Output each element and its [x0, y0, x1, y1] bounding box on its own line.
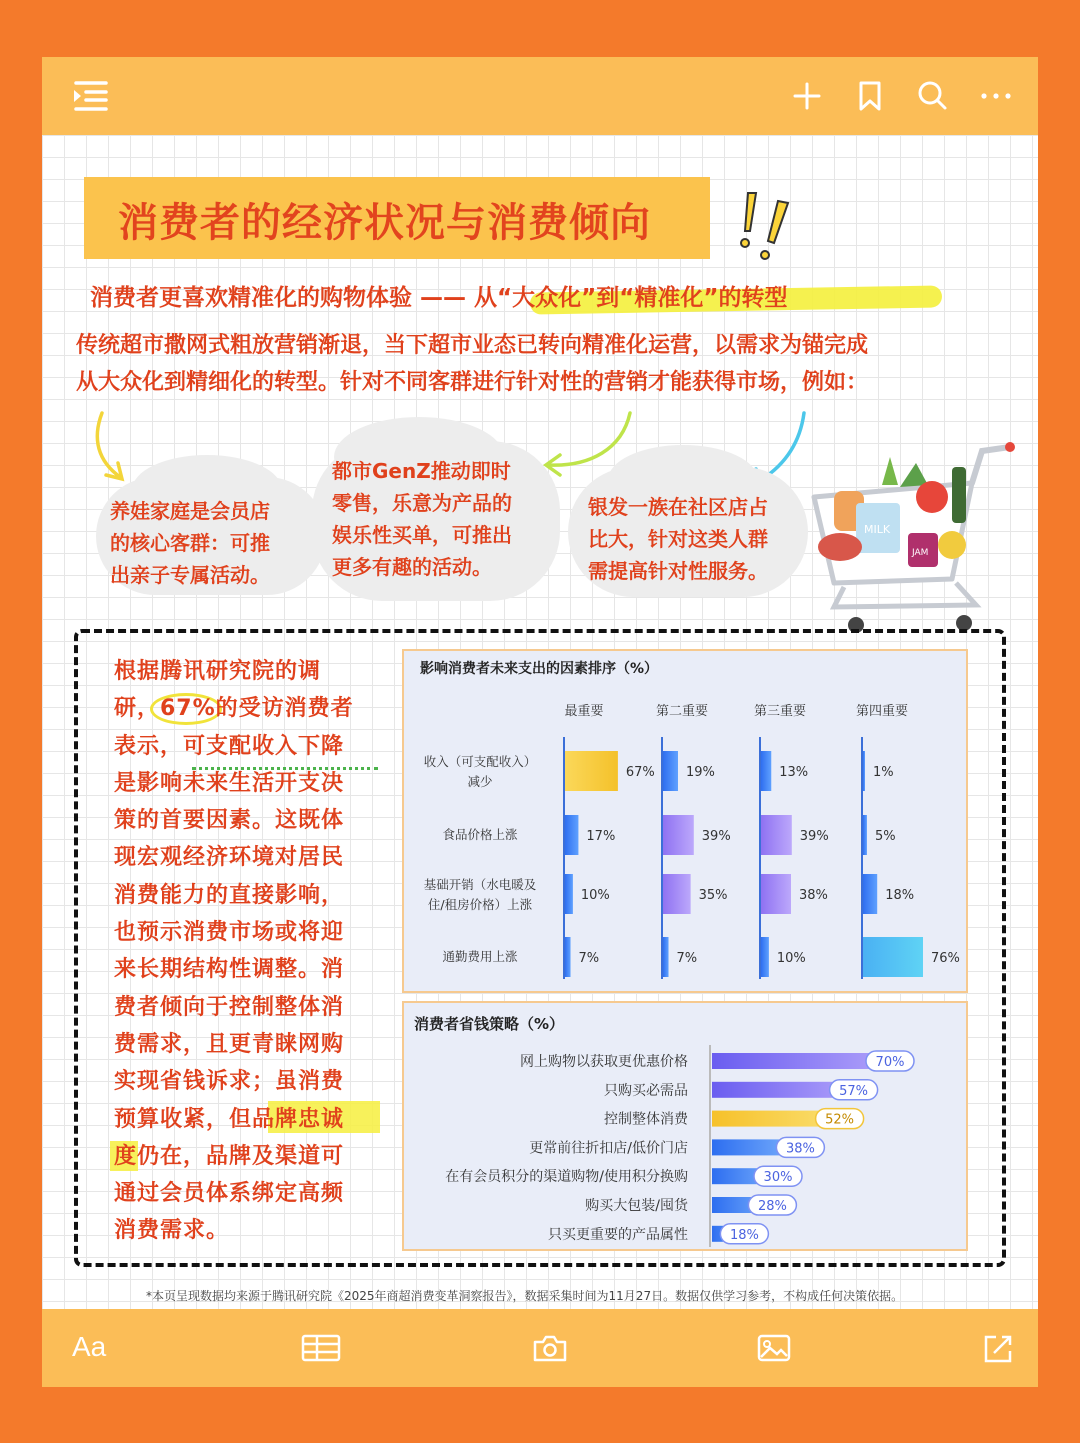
body-line: 根据腾讯研究院的调	[114, 659, 322, 684]
yellow-arrow-icon	[82, 409, 142, 487]
bar	[761, 937, 769, 977]
bar-value-label: 38%	[799, 888, 828, 903]
bar-value-label: 52%	[825, 1112, 855, 1128]
saving-chart	[404, 1003, 966, 1249]
bar	[663, 874, 691, 914]
subtitle: 消费者更喜欢精准化的购物体验 —— 从“大众化”到“精准化”的转型	[90, 285, 788, 311]
exclamation-doodle-icon	[734, 185, 804, 265]
body-line: 也预示消费市场或将迎	[114, 920, 345, 946]
group-label: 第四重要	[855, 704, 909, 719]
body-line: 实现省钱诉求；虽消费	[114, 1069, 345, 1095]
factors-chart	[404, 651, 966, 991]
intro-line: 传统超市撒网式粗放营销渐退，当下超市业态已转向精准化运营，以需求为锚完成	[76, 333, 869, 358]
body-line: 费者倾向于控制整体消	[114, 994, 345, 1020]
bar	[663, 815, 694, 855]
body-line: 度仍在，品牌及渠道可	[114, 1143, 345, 1169]
bottom-toolbar	[42, 1309, 1038, 1387]
edit-icon[interactable]	[982, 1333, 1014, 1365]
page-title: 消费者的经济状况与消费倾向	[118, 200, 651, 246]
body-line: 来长期结构性调整。消	[114, 957, 345, 983]
bar-value-label: 19%	[686, 765, 715, 780]
bar-value-label: 10%	[776, 951, 806, 966]
footer-note: *本页呈现数据均来源于腾讯研究院《2025年商超消费变革洞察报告》，数据采集时间为11月27日。数据仅供学习参考，不构成任何决策依据。	[146, 1289, 904, 1303]
category-label: 控制整体消费	[604, 1111, 688, 1128]
body-line: 研，67%的受访消费者	[114, 696, 354, 722]
category-label: 收入（可支配收入）	[423, 754, 537, 769]
category-label: 基础开销（水电暖及	[423, 877, 537, 892]
intro-line: 从大众化到精细化的转型。针对不同客群进行针对性的营销才能获得市场，例如：	[76, 370, 869, 395]
category-label: 食品价格上涨	[442, 827, 518, 842]
body-line: 费需求，且更青睐网购	[114, 1031, 345, 1057]
chart-title: 消费者省钱策略（%）	[414, 1015, 565, 1033]
chart-panel-saving	[402, 1001, 968, 1251]
body-line: 通过会员体系绑定高频	[114, 1181, 345, 1207]
more-icon[interactable]	[980, 91, 1012, 101]
app-frame	[42, 57, 1038, 1387]
body-line: 现宏观经济环境对居民	[114, 845, 345, 871]
category-label: 住/租房价格）上涨	[427, 897, 533, 912]
intro-paragraph	[76, 327, 1016, 401]
bar	[761, 815, 792, 855]
group-label: 第二重要	[655, 704, 709, 719]
bar-value-label: 70%	[875, 1055, 905, 1070]
body-line: 是影响未来生活开支决	[114, 770, 345, 796]
cloud-text-genz: 都市GenZ推动即时 零售，乐意为产品的 娱乐性买单，可推出 更多有趣的活动。	[332, 459, 512, 579]
svg-text:MILK: MILK	[864, 523, 891, 536]
bar-value-label: 28%	[757, 1199, 787, 1214]
bar	[863, 874, 877, 914]
bar-value-label: 30%	[763, 1170, 793, 1186]
body-line: 策的首要因素。这既体	[114, 808, 345, 834]
group-label: 第三重要	[753, 704, 807, 719]
category-label: 只买更重要的产品属性	[548, 1226, 688, 1243]
svg-text:JAM: JAM	[912, 548, 929, 558]
table-icon[interactable]	[300, 1333, 342, 1363]
bar	[565, 751, 618, 791]
bar	[863, 937, 923, 977]
bar-value-label: 17%	[586, 829, 616, 844]
bar	[663, 937, 669, 977]
top-toolbar	[42, 57, 1038, 135]
cloud-text-senior: 银发一族在社区店占 比大，针对这类人群 需提高针对性服务。	[588, 495, 768, 583]
bar	[863, 815, 867, 855]
bookmark-icon[interactable]	[857, 80, 883, 112]
bar	[565, 874, 573, 914]
category-label: 只购买必需品	[604, 1082, 688, 1099]
group-label: 最重要	[564, 704, 604, 719]
chart-panel-factors	[402, 649, 968, 993]
shopping-cart-icon	[804, 437, 1020, 637]
bar-value-label: 5%	[874, 829, 896, 844]
bar-value-label: 10%	[580, 888, 610, 903]
body-line: 预算收紧，但品牌忠诚	[114, 1106, 345, 1132]
chart-title: 影响消费者未来支出的因素排序（%）	[420, 661, 659, 677]
body-paragraph	[114, 653, 376, 1250]
bar-value-label: 7%	[578, 951, 600, 966]
bar-value-label: 1%	[873, 765, 894, 780]
font-button[interactable]: Aa	[72, 1331, 107, 1362]
bar-value-label: 13%	[779, 765, 809, 780]
bar	[565, 937, 571, 977]
bar	[863, 751, 865, 791]
category-label: 减少	[467, 774, 493, 789]
add-icon[interactable]	[792, 81, 822, 111]
bar-value-label: 7%	[676, 951, 698, 966]
outline-menu-icon[interactable]	[70, 79, 110, 113]
camera-icon[interactable]	[532, 1333, 568, 1363]
bar-value-label: 57%	[839, 1083, 869, 1099]
search-icon[interactable]	[916, 79, 948, 111]
bar-value-label: 76%	[931, 951, 960, 966]
bar-value-label: 35%	[698, 888, 728, 903]
body-line: 消费能力的直接影响，	[114, 882, 345, 908]
cloud-text-family: 养娃家庭是会员店 的核心客群：可推 出亲子专属活动。	[110, 499, 270, 587]
bar-value-label: 39%	[701, 829, 731, 844]
image-icon[interactable]	[756, 1333, 792, 1363]
category-label: 更常前往折扣店/低价门店	[529, 1140, 688, 1157]
category-label: 购买大包装/囤货	[585, 1198, 688, 1214]
bar-value-label: 18%	[885, 888, 915, 903]
category-label: 网上购物以获取更优惠价格	[520, 1054, 688, 1070]
bar-value-label: 67%	[625, 765, 655, 780]
bar	[565, 815, 578, 855]
bar	[761, 874, 791, 914]
category-label: 通勤费用上涨	[442, 949, 518, 964]
body-line: 表示，可支配收入下降	[114, 733, 345, 759]
body-line: 消费需求。	[114, 1218, 230, 1244]
bar-value-label: 39%	[799, 829, 829, 844]
bar-value-label: 18%	[729, 1227, 759, 1243]
bar-value-label: 38%	[785, 1141, 815, 1157]
bar	[761, 751, 771, 791]
category-label: 在有会员积分的渠道购物/使用积分换购	[445, 1169, 688, 1186]
bar	[663, 751, 678, 791]
